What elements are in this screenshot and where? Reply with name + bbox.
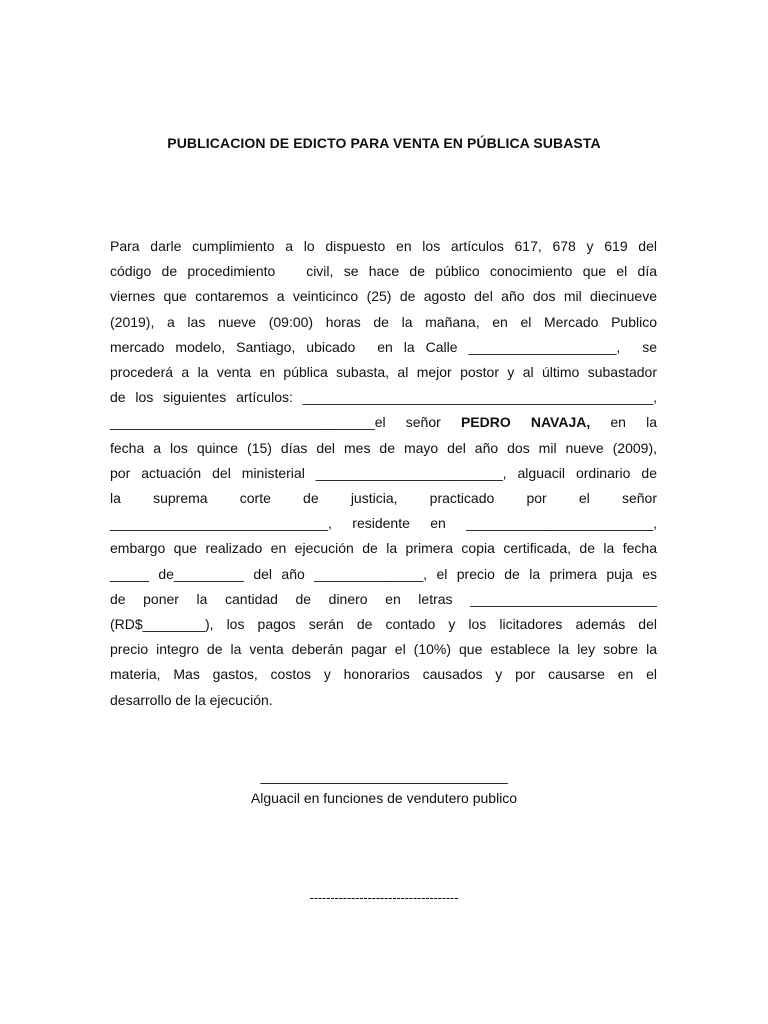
body-line: de poner la cantidad de dinero en letras ________________________ [110, 590, 657, 607]
body-line: código de procedimiento civil, se hace de público conocimiento que el día [110, 263, 657, 280]
body-line: Para darle cumplimiento a lo dispuesto en los artículos 617, 678 y 619 del [110, 238, 657, 254]
document-title: PUBLICACION DE EDICTO PARA VENTA EN PÚBLICA SUBASTA [167, 135, 601, 151]
body-line: por actuación del ministerial ________________________, alguacil ordinario de [110, 464, 657, 481]
signature-caption: Alguacil en funciones de vendutero publico [250, 790, 518, 806]
body-line: (2019), a las nueve (09:00) horas de la mañana, en el Mercado Publico [110, 313, 657, 330]
body-line: _____ de_________ del año ______________, el precio de la primera puja es [110, 565, 657, 582]
body-line: de los siguientes artículos: _____________________________________________, [110, 389, 657, 406]
line-suffix: en la [610, 414, 657, 431]
body-line: embargo que realizado en ejecución de la primera copia certificada, de la fecha [110, 540, 657, 557]
footer-dashes: ------------------------------------ [309, 890, 459, 905]
body-line: mercado modelo, Santiago, ubicado en la Calle ___________________, se [110, 338, 657, 355]
body-line: desarrollo de la ejecución. [110, 691, 273, 708]
body-line-with-name [110, 410, 657, 435]
body-line: la suprema corte de justicia, practicado por el señor [110, 490, 657, 507]
body-line: ____________________________, residente en ________________________, [110, 515, 657, 532]
body-line: viernes que contaremos a veinticinco (25) de agosto del año dos mil diecinueve [110, 288, 657, 305]
blank-prefix: __________________________________el señor [110, 414, 441, 431]
body-line: materia, Mas gastos, costos y honorarios causados y por causarse en el [110, 666, 657, 683]
body-line: precio integro de la venta deberán pagar el (10%) que establece la ley sobre la [110, 641, 657, 658]
body-line: fecha a los quince (15) días del mes de mayo del año dos mil nueve (2009), [110, 439, 657, 456]
body-line: (RD$________), los pagos serán de contado y los licitadores además del [110, 616, 657, 633]
signature-line: _________________________________ [260, 768, 508, 784]
person-name: PEDRO NAVAJA, [460, 414, 591, 431]
document-body [110, 234, 657, 713]
body-line: procederá a la venta en pública subasta, al mejor postor y al último subastador [110, 364, 657, 381]
